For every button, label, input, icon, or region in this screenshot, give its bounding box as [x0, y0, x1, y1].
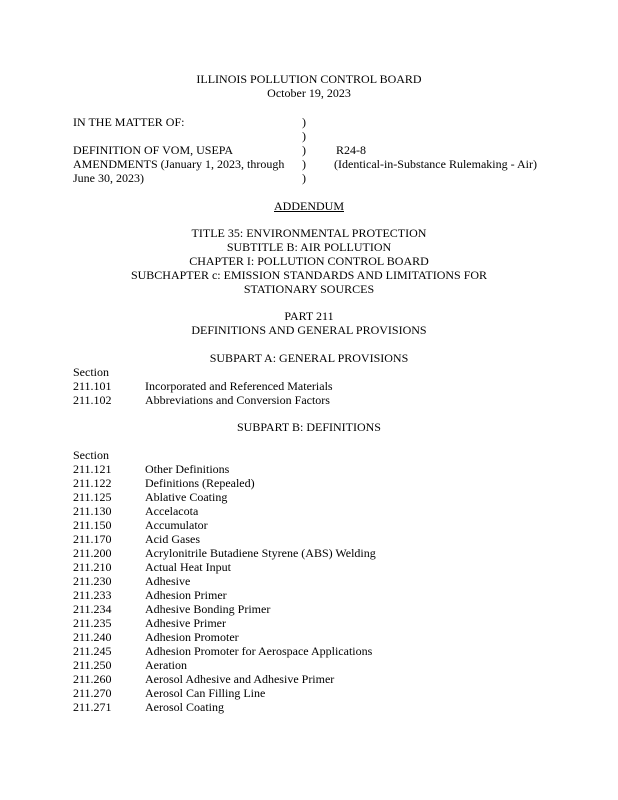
section-title: Adhesion Promoter [145, 630, 239, 644]
toc-row [73, 462, 553, 476]
caption-paren: ) [302, 157, 306, 171]
section-title: Aerosol Adhesive and Adhesive Primer [145, 672, 335, 686]
section-number: 211.240 [73, 630, 112, 644]
section-title: Actual Heat Input [145, 560, 231, 574]
toc-row [73, 532, 553, 546]
caption-paren: ) [302, 129, 306, 143]
section-number: 211.233 [73, 588, 112, 602]
matter-label: IN THE MATTER OF: [73, 115, 185, 129]
section-number: 211.121 [73, 462, 112, 476]
section-title: Acrylonitrile Butadiene Styrene (ABS) Welding [145, 546, 376, 560]
section-number: 211.130 [73, 504, 112, 518]
caption-paren: ) [302, 115, 306, 129]
toc-row [73, 644, 553, 658]
section-title: Accelacota [145, 504, 199, 518]
caption-paren: ) [302, 143, 306, 157]
section-number: 211.125 [73, 490, 112, 504]
section-number: 211.234 [73, 602, 112, 616]
section-number: 211.101 [73, 379, 112, 393]
docket-number: R24-8 [336, 143, 366, 157]
part-title: DEFINITIONS AND GENERAL PROVISIONS [191, 323, 427, 337]
section-title: Definitions (Repealed) [145, 476, 255, 490]
section-number: 211.170 [73, 532, 112, 546]
section-number: 211.150 [73, 518, 112, 532]
board-name: ILLINOIS POLLUTION CONTROL BOARD [196, 72, 422, 86]
toc-row [73, 490, 553, 504]
subchapter-heading-cont: STATIONARY SOURCES [243, 282, 375, 296]
section-title: Aerosol Can Filling Line [145, 686, 266, 700]
toc-row [73, 700, 553, 714]
rulemaking-type: (Identical-in-Substance Rulemaking - Air) [334, 157, 537, 171]
toc-row [73, 616, 553, 630]
toc-row [73, 602, 553, 616]
toc-row [73, 393, 553, 407]
toc-row [73, 518, 553, 532]
toc-row [73, 560, 553, 574]
section-number: 211.250 [73, 658, 112, 672]
subpart-b-toc [73, 448, 553, 714]
toc-row [73, 546, 553, 560]
toc-row [73, 630, 553, 644]
section-number: 211.245 [73, 644, 112, 658]
section-number: 211.270 [73, 686, 112, 700]
subpart-b-title: SUBPART B: DEFINITIONS [237, 420, 381, 434]
subtitle-heading: SUBTITLE B: AIR POLLUTION [226, 240, 392, 254]
toc-row [73, 658, 553, 672]
toc-row [73, 588, 553, 602]
section-title: Abbreviations and Conversion Factors [145, 393, 330, 407]
toc-row [73, 574, 553, 588]
section-title: Adhesive Primer [145, 616, 226, 630]
section-number: 211.235 [73, 616, 112, 630]
toc-row [73, 504, 553, 518]
section-label: Section [73, 365, 109, 379]
section-title: Aeration [145, 658, 187, 672]
section-title: Adhesive [145, 574, 191, 588]
part-number: PART 211 [284, 309, 334, 323]
section-title: Adhesive Bonding Primer [145, 602, 271, 616]
section-number: 211.210 [73, 560, 112, 574]
toc-row [73, 379, 553, 393]
section-label: Section [73, 448, 109, 462]
section-title: Accumulator [145, 518, 208, 532]
chapter-heading: CHAPTER I: POLLUTION CONTROL BOARD [189, 254, 429, 268]
addendum-heading: ADDENDUM [274, 199, 344, 213]
caption-title-line-1: DEFINITION OF VOM, USEPA [73, 143, 234, 157]
toc-row [73, 686, 553, 700]
section-number: 211.102 [73, 393, 112, 407]
title-heading: TITLE 35: ENVIRONMENTAL PROTECTION [191, 226, 427, 240]
toc-row [73, 672, 553, 686]
toc-row [73, 476, 553, 490]
section-title: Acid Gases [145, 532, 200, 546]
document-date: October 19, 2023 [267, 86, 351, 100]
section-number: 211.230 [73, 574, 112, 588]
section-title: Adhesion Promoter for Aerospace Applications [145, 644, 373, 658]
caption-paren: ) [302, 171, 306, 185]
section-number: 211.200 [73, 546, 112, 560]
caption-title-line-2: AMENDMENTS (January 1, 2023, through [73, 157, 285, 171]
section-number: 211.271 [73, 700, 112, 714]
caption-title-line-3: June 30, 2023) [73, 171, 144, 185]
section-number: 211.260 [73, 672, 112, 686]
section-number: 211.122 [73, 476, 112, 490]
section-title: Other Definitions [145, 462, 230, 476]
subpart-a-title: SUBPART A: GENERAL PROVISIONS [209, 351, 409, 365]
subpart-a-toc [73, 365, 553, 407]
subchapter-heading: SUBCHAPTER c: EMISSION STANDARDS AND LIMITATIONS FOR [130, 268, 488, 282]
section-title: Incorporated and Referenced Materials [145, 379, 333, 393]
section-title: Aerosol Coating [145, 700, 224, 714]
section-title: Adhesion Primer [145, 588, 227, 602]
section-title: Ablative Coating [145, 490, 228, 504]
